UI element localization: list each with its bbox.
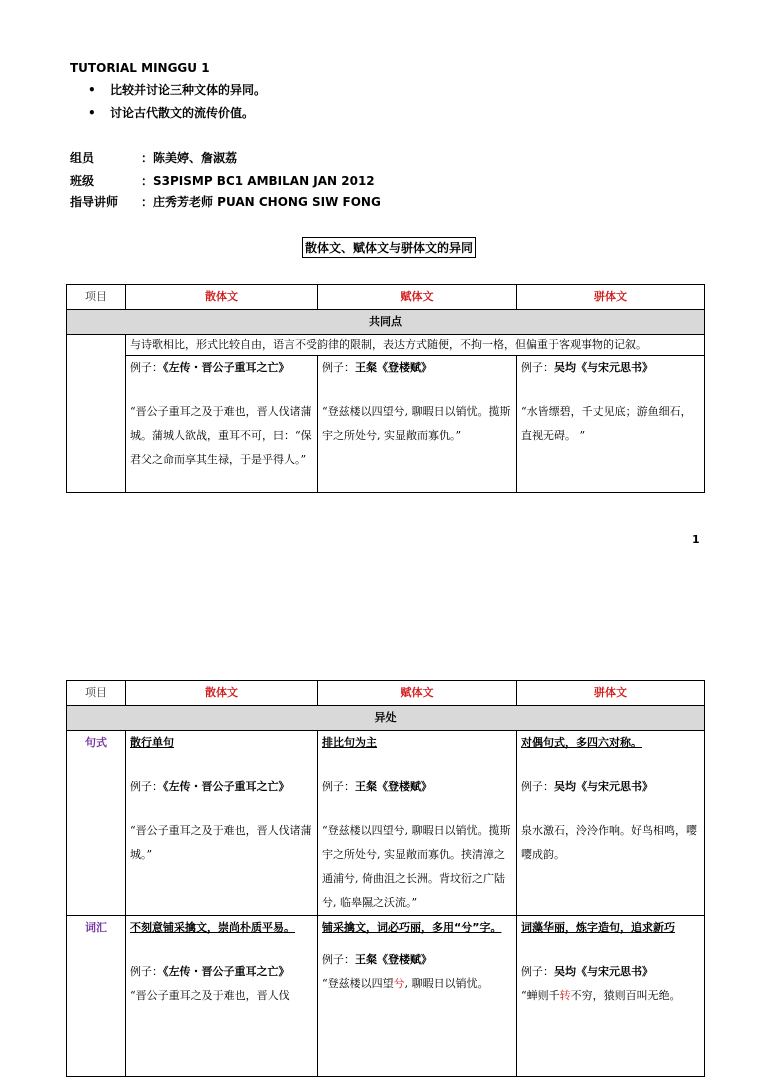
diff-heading: 排比句为主: [322, 736, 377, 749]
header-item: 项目: [67, 681, 126, 706]
example-cell-fu: 例子：王粲《登楼赋》 “登兹楼以四望兮, 聊暇日以销忧。揽斯宇之所处兮, 实显敞而寡仇。”: [318, 356, 517, 493]
diff-heading: 对偶句式，多四六对称。: [521, 736, 642, 749]
band-common: 共同点: [67, 310, 705, 335]
row-label-sentence: 句式: [67, 731, 126, 916]
example-quote: “登兹楼以四望兮, 聊暇日以销忧。: [322, 977, 489, 990]
header-item: 项目: [67, 285, 126, 310]
meta-label: 班级: [70, 174, 95, 188]
diff-cell-prose: 不刻意铺采擒文，崇尚朴质平易。 例子：《左传・晋公子重耳之亡》 “晋公子重耳之及于难也，晋人伐: [126, 916, 318, 1077]
diff-heading: 铺采擒文，词必巧丽，多用“兮”字。: [322, 921, 502, 934]
example-quote: “水皆缥碧，千丈见底；游鱼细石，直视无碍。 ”: [521, 405, 692, 442]
band-differences: 异处: [67, 706, 705, 731]
header-prose: 散体文: [126, 285, 318, 310]
example-title: 《左传・晋公子重耳之亡》: [163, 965, 290, 978]
meta-label: 组员: [70, 151, 95, 165]
row-label-vocabulary: 词汇: [67, 916, 126, 1077]
header-prose: 散体文: [126, 681, 318, 706]
tutorial-title: TUTORIAL MINGGU 1: [70, 61, 210, 75]
example-cell-parallel: 例子：吴均《与宋元思书》 “水皆缥碧，千丈见底；游鱼细石，直视无碍。 ”: [517, 356, 705, 493]
example-quote: “晋公子重耳之及于难也，晋人伐诸蒲城。蒲城人欲战，重耳不可，曰：“保君父之命而享其生禄，于是乎得人。”: [130, 405, 312, 466]
common-text: 与诗歌相比，形式比较自由，语言不受韵律的限制，表达方式随便，不拘一格，但偏重于客观事物的记叙。: [126, 335, 705, 356]
meta-label: 指导讲师: [70, 195, 119, 209]
example-quote: 泉水激石，泠泠作响。好鸟相鸣，嘤嘤成韵。: [521, 824, 697, 861]
header-fu: 赋体文: [318, 681, 517, 706]
example-title: 王粲《登楼赋》: [355, 361, 432, 374]
comparison-table-differences: [66, 680, 705, 1077]
meta-value: ：庄秀芳老师 PUAN CHONG SIW FONG: [141, 195, 381, 209]
example-quote: “蝉则千转不穷，猿则百叫无绝。: [521, 989, 681, 1002]
example-title: 吴均《与宋元思书》: [554, 965, 653, 978]
meta-value: ：陈美婷、詹淑荔: [141, 151, 238, 165]
empty-label-cell: [67, 335, 126, 493]
header-parallel: 骈体文: [517, 285, 705, 310]
example-title: 王粲《登楼赋》: [355, 953, 432, 966]
diff-heading: 不刻意铺采擒文，崇尚朴质平易。: [130, 921, 295, 934]
bullet-item: • 比较并讨论三种文体的异同。: [88, 83, 267, 97]
diff-cell-prose: 散行单句 例子：《左传・晋公子重耳之亡》 “晋公子重耳之及于难也，晋人伐诸蒲城。”: [126, 731, 318, 916]
header-fu: 赋体文: [318, 285, 517, 310]
example-quote: “晋公子重耳之及于难也，晋人伐诸蒲城。”: [130, 824, 312, 861]
example-title: 《左传・晋公子重耳之亡》: [163, 361, 290, 374]
comparison-table-common: [66, 284, 705, 493]
example-quote: “登兹楼以四望兮, 聊暇日以销忧。揽斯宇之所处兮, 实显敞而寡仇。”: [322, 405, 511, 442]
diff-cell-fu: 铺采擒文，词必巧丽，多用“兮”字。 例子：王粲《登楼赋》 “登兹楼以四望兮, 聊暇日以销忧。: [318, 916, 517, 1077]
example-title: 吴均《与宋元思书》: [554, 780, 653, 793]
page-number: 1: [692, 533, 700, 546]
bullet-item: • 讨论古代散文的流传价值。: [88, 106, 255, 120]
diff-cell-parallel: 对偶句式，多四六对称。 例子：吴均《与宋元思书》 泉水激石，泠泠作响。好鸟相鸣，嘤嘤成韵。: [517, 731, 705, 916]
diff-cell-parallel: 词藻华丽，炼字造句，追求新巧 例子：吴均《与宋元思书》 “蝉则千转不穷，猿则百叫无绝。: [517, 916, 705, 1077]
document-title: 散体文、赋体文与骈体文的异同: [302, 237, 476, 258]
diff-heading: 词藻华丽，炼字造句，追求新巧: [521, 921, 675, 934]
example-cell-prose: 例子：《左传・晋公子重耳之亡》 “晋公子重耳之及于难也，晋人伐诸蒲城。蒲城人欲战，重耳不可，曰：“保君父之命而享其生禄，于是乎得人。”: [126, 356, 318, 493]
diff-cell-fu: 排比句为主 例子：王粲《登楼赋》 “登兹楼以四望兮, 聊暇日以销忧。揽斯宇之所处兮, 实显敞而寡仇。挟清漳之通浦兮, 倚曲沮之长洲。背坟衍之广陆兮, 临皋隰之沃流。”: [318, 731, 517, 916]
header-parallel: 骈体文: [517, 681, 705, 706]
example-quote: “登兹楼以四望兮, 聊暇日以销忧。揽斯宇之所处兮, 实显敞而寡仇。挟清漳之通浦兮, 倚曲沮之长洲。背坟衍之广陆兮, 临皋隰之沃流。”: [322, 824, 511, 909]
example-title: 王粲《登楼赋》: [355, 780, 432, 793]
diff-heading: 散行单句: [130, 736, 174, 749]
example-title: 吴均《与宋元思书》: [554, 361, 653, 374]
meta-value: ：S3PISMP BC1 AMBILAN JAN 2012: [141, 174, 375, 188]
example-title: 《左传・晋公子重耳之亡》: [163, 780, 290, 793]
example-quote: “晋公子重耳之及于难也，晋人伐: [130, 989, 290, 1002]
